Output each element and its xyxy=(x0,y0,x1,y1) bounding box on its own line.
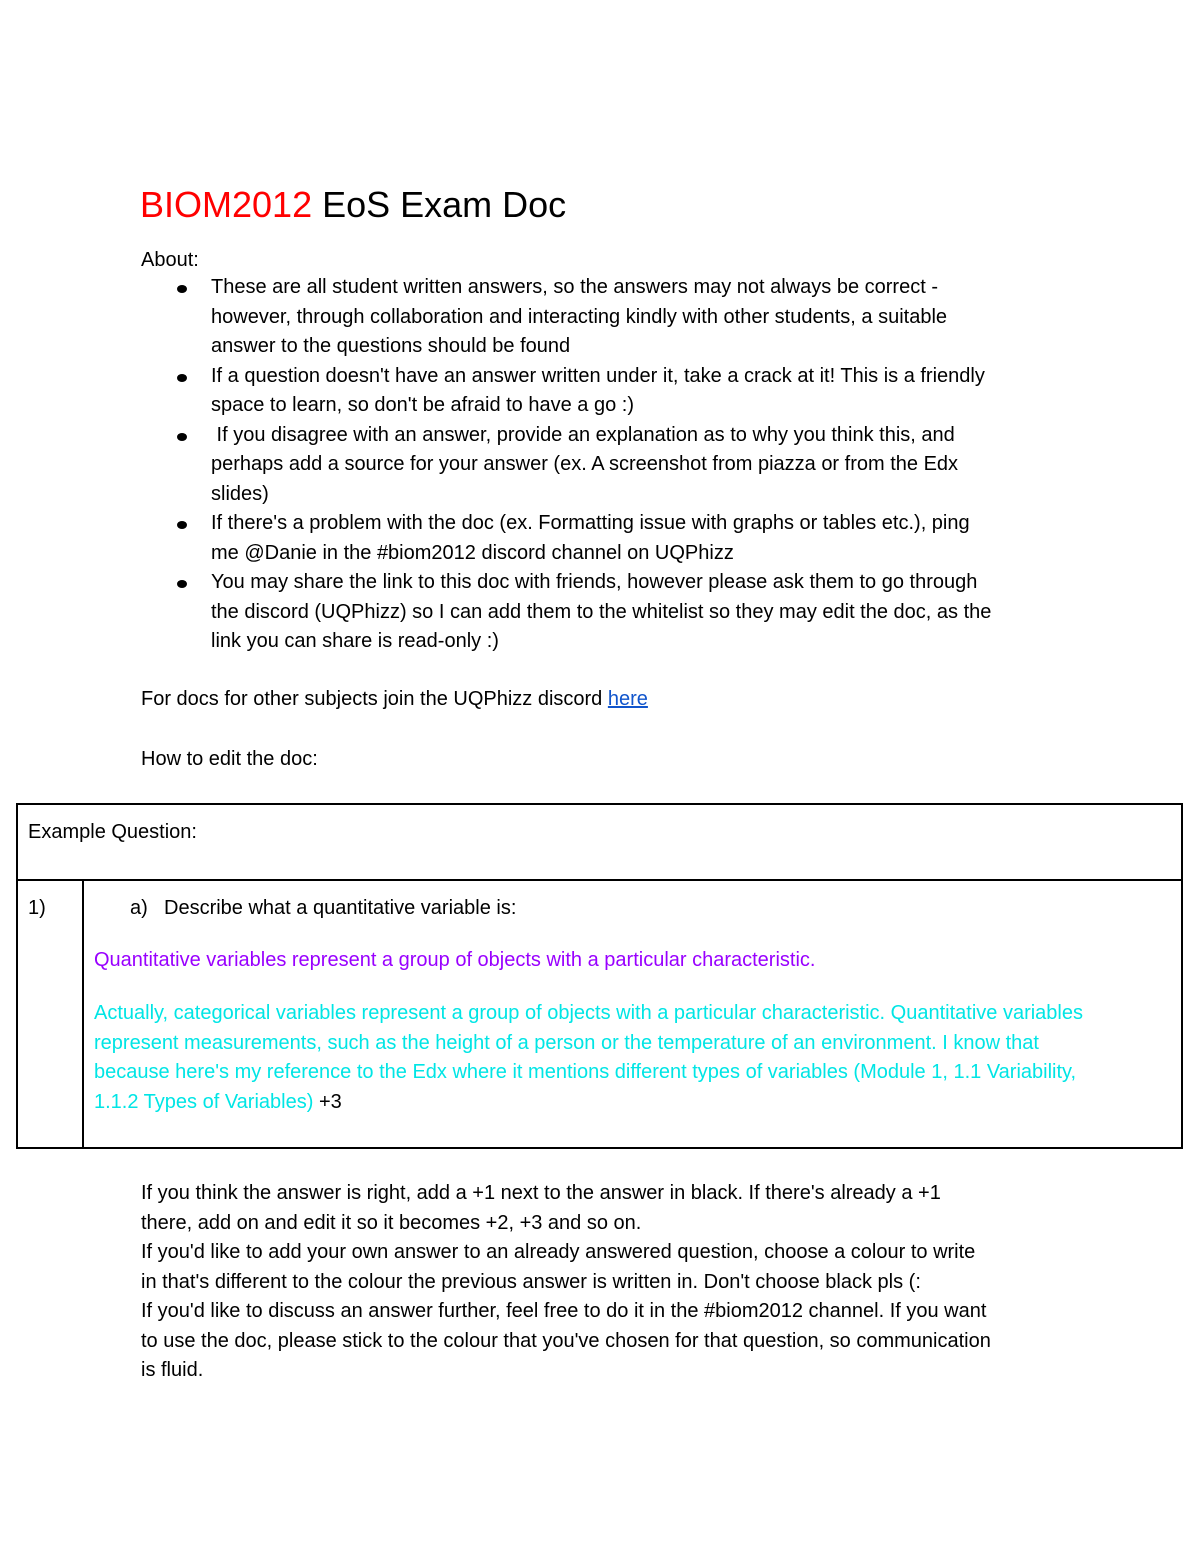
question-part xyxy=(130,894,516,923)
instruction-line: there, add on and edit it so it becomes +2, +3 and so on. xyxy=(141,1211,642,1234)
bullet-line: me @Danie in the #biom2012 discord channel on UQPhizz xyxy=(211,541,734,564)
bullet-icon xyxy=(177,521,187,529)
bullet-item xyxy=(141,568,1081,657)
course-code: BIOM2012 xyxy=(140,184,313,225)
bullet-item xyxy=(141,273,1081,362)
bullet-line: You may share the link to this doc with friends, however please ask them to go through xyxy=(211,571,978,593)
bullet-icon xyxy=(177,285,187,293)
answer-purple: Quantitative variables represent a group of objects with a particular characteristic. xyxy=(94,949,816,971)
example-question-table xyxy=(16,803,1183,1149)
bullet-item xyxy=(141,509,1081,568)
instruction-line: is fluid. xyxy=(141,1359,204,1381)
answer-cyan-line: 1.1.2 Types of Variables) xyxy=(94,1090,314,1113)
bullet-line: link you can share is read-only :) xyxy=(211,630,499,652)
bullet-line: If you disagree with an answer, provide an explanation as to why you think this, and xyxy=(211,423,955,446)
answer-cyan-line-last xyxy=(94,1088,1083,1118)
title-text: EoS Exam Doc xyxy=(312,184,567,225)
bullet-item xyxy=(141,362,1081,421)
question-part-text: Describe what a quantitative variable is: xyxy=(164,897,517,919)
bullet-icon xyxy=(177,580,187,588)
bullet-icon xyxy=(177,374,187,382)
bullet-line: the discord (UQPhizz) so I can add them to the whitelist so they may edit the doc, as the xyxy=(211,600,992,623)
table-header-label: Example Question: xyxy=(28,821,197,843)
discord-here-link[interactable]: here xyxy=(607,688,648,710)
bullet-line: perhaps add a source for your answer (ex. A screenshot from piazza or from the Edx xyxy=(211,453,959,475)
bullet-line: however, through collaboration and interacting kindly with other students, a suitable xyxy=(211,305,948,328)
answer-cyan-line: because here's my reference to the Edx where it mentions different types of variables (Module 1, 1.1 Variability, xyxy=(94,1061,1077,1083)
vote-count: +3 xyxy=(313,1090,342,1113)
bullet-line: If there's a problem with the doc (ex. Formatting issue with graphs or tables etc.), ping xyxy=(211,512,970,534)
how-to-edit-heading: How to edit the doc: xyxy=(141,748,318,770)
answer-cyan-line: represent measurements, such as the height of a person or the temperature of an environment. I know that xyxy=(94,1031,1039,1054)
answer-cyan-line: Actually, categorical variables represent a group of objects with a particular characteristic. Quantitative variables xyxy=(94,1002,1083,1024)
question-number: 1) xyxy=(28,897,46,919)
bullet-icon xyxy=(177,433,187,441)
instruction-line: If you'd like to add your own answer to an already answered question, choose a colour to write xyxy=(141,1241,976,1263)
bullet-line: answer to the questions should be found xyxy=(211,335,571,357)
bullet-line: These are all student written answers, so the answers may not always be correct - xyxy=(211,276,938,298)
bullet-line: If a question doesn't have an answer written under it, take a crack at it! This is a friendly xyxy=(211,364,985,387)
about-bullet-list xyxy=(141,273,1081,657)
bullet-line: space to learn, so don't be afraid to have a go :) xyxy=(211,394,634,416)
other-docs-paragraph xyxy=(141,685,648,715)
instruction-line: to use the doc, please stick to the colour that you've chosen for that question, so communication xyxy=(141,1329,991,1352)
instruction-line: in that's different to the colour the previous answer is written in. Don't choose black pls (: xyxy=(141,1270,921,1293)
page-title xyxy=(140,181,566,229)
bullet-line: slides) xyxy=(211,482,269,505)
about-label: About: xyxy=(141,249,199,271)
other-docs-text: For docs for other subjects join the UQPhizz discord xyxy=(141,688,608,710)
bullet-item xyxy=(141,421,1081,510)
question-number-cell xyxy=(18,881,84,1147)
instructions-paragraph xyxy=(141,1179,991,1386)
answer-cyan xyxy=(94,999,1083,1117)
question-body-cell xyxy=(84,881,1181,1147)
instruction-line: If you think the answer is right, add a +1 next to the answer in black. If there's already a +1 xyxy=(141,1182,941,1204)
instruction-line: If you'd like to discuss an answer further, feel free to do it in the #biom2012 channel. If you want xyxy=(141,1300,987,1322)
question-part-letter: a) xyxy=(130,897,148,919)
table-header-row xyxy=(18,805,1181,881)
